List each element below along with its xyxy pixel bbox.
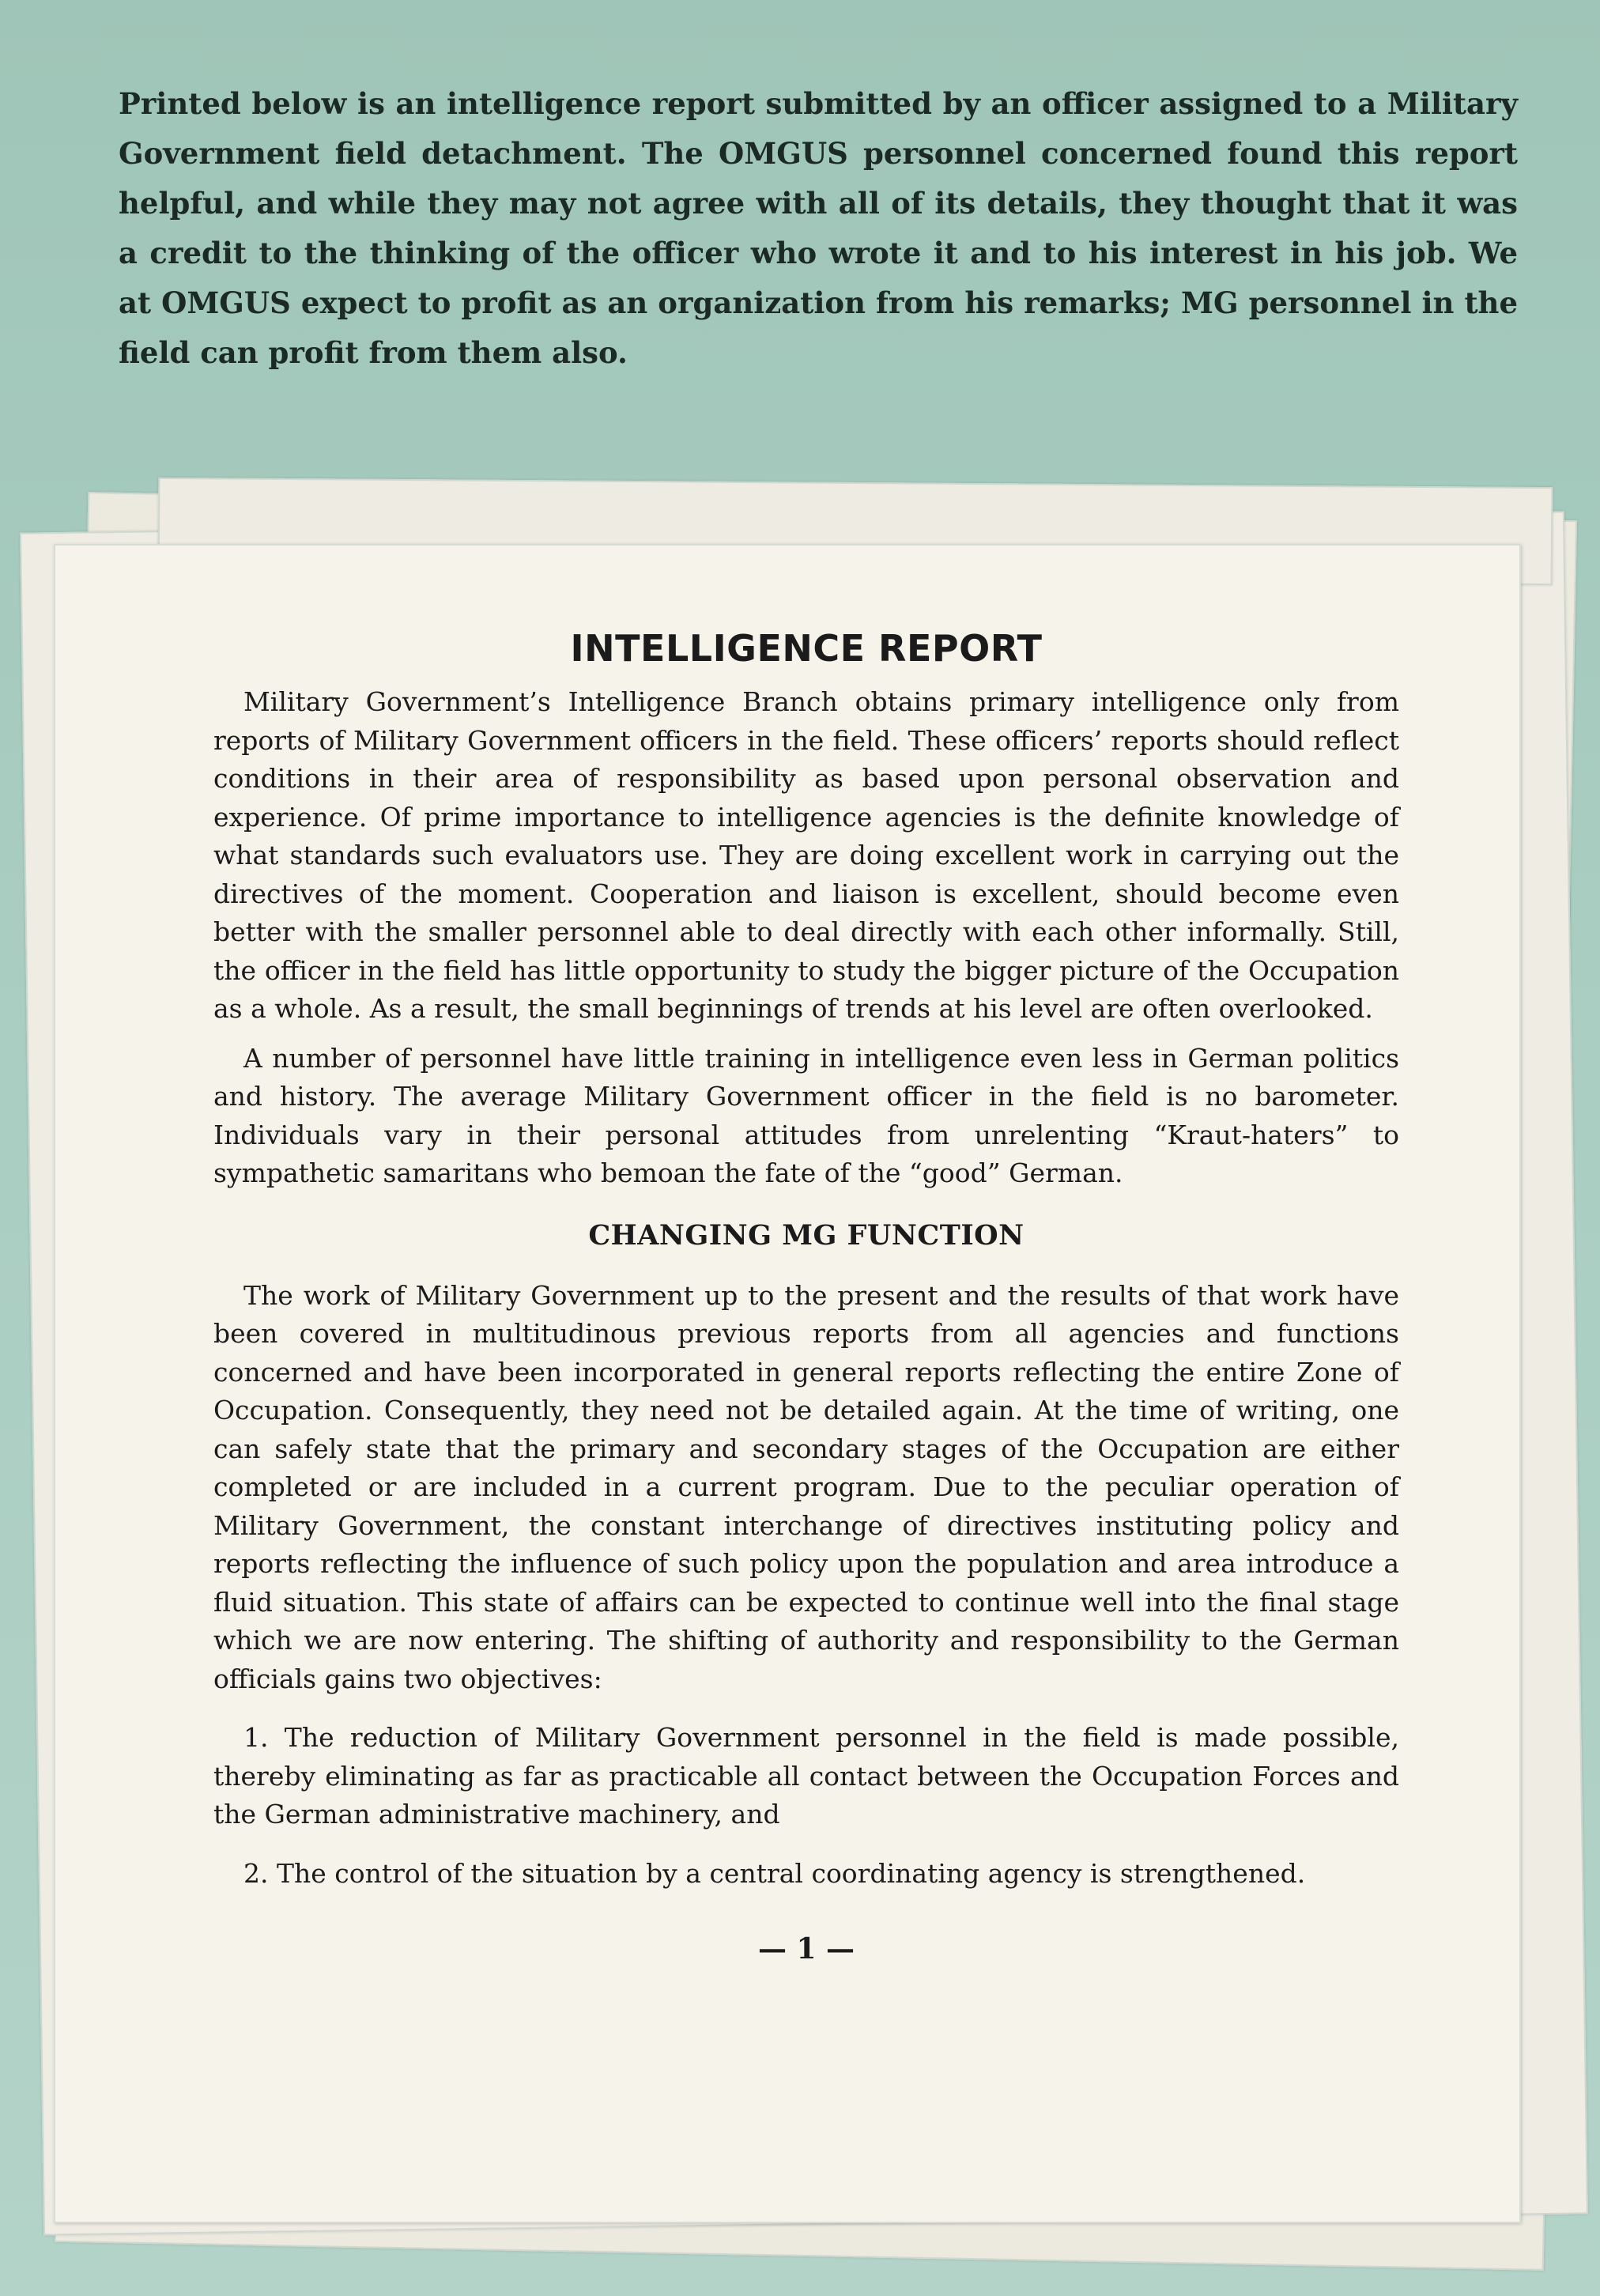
list-item: [213, 1855, 1399, 1894]
section-title: CHANGING MG FUNCTION: [588, 1218, 1025, 1252]
list-item: [213, 1719, 1399, 1834]
paragraph-gap: [213, 1029, 1399, 1040]
list-item-text: 2. The control of the situation by a central coordinating agency is strengthened.: [243, 1857, 1306, 1889]
report-content: [213, 625, 1399, 1969]
list-item-text: 1. The reduction of Military Government personnel in the field is made possible, thereby eliminating as far as practicable all contact between the Occupation Forces and the German administrative machinery, and: [213, 1722, 1399, 1830]
intro-note: Printed below is an intelligence report submitted by an officer assigned to a Military Government field detachment. The OMGUS personnel concerned found this report helpful, and while they may not agree with all of its details, they thought that it was a credit to the thinking of the officer who wrote it and to his interest in his job. We at OMGUS expect to profit as an organization from his remarks; MG personnel in the field can profit from them also.: [119, 86, 1518, 370]
paragraph: A number of personnel have little training in intelligence even less in German politics and history. The average Military Government officer in the field is no barometer. Individuals vary in their personal attitudes from unrelenting “Kraut-haters” to sympathetic samaritans who bemoan the fate of the “good” German.: [213, 1042, 1399, 1188]
paragraph: Military Government’s Intelligence Branch obtains primary intelligence only from reports of Military Government officers in the field. These officers’ reports should reflect conditions in their area of responsibility as based upon personal observation and experience. Of prime importance to intelligence agencies is the definite knowledge of what standards such evaluators use. They are doing excellent work in carrying out the directives of the moment. Cooperation and liaison is excellent, should become even better with the smaller personnel able to deal directly with each other informally. Still, the officer in the field has little opportunity to study the bigger picture of the Occupation as a whole. As a result, the small beginnings of trends at his level are often overlooked.: [213, 686, 1399, 1024]
section-paragraph: The work of Military Government up to the present and the results of that work have been covered in multitudinous previous reports from all agencies and functions concerned and have been incorporated in general reports reflecting the entire Zone of Occupation. Consequently, they need not be detailed again. At the time of writing, one can safely state that the primary and secondary stages of the Occupation are either completed or are included in a current program. Due to the peculiar operation of Military Government, the constant interchange of directives instituting policy and reports reflecting the influence of such policy upon the population and area introduce a fluid situation. This state of affairs can be expected to continue well into the final stage which we are now entering. The shifting of authority and responsibility to the German officials gains two objectives:: [213, 1279, 1399, 1694]
report-title: INTELLIGENCE REPORT: [570, 627, 1043, 670]
page-number: — 1 —: [757, 1932, 855, 1966]
